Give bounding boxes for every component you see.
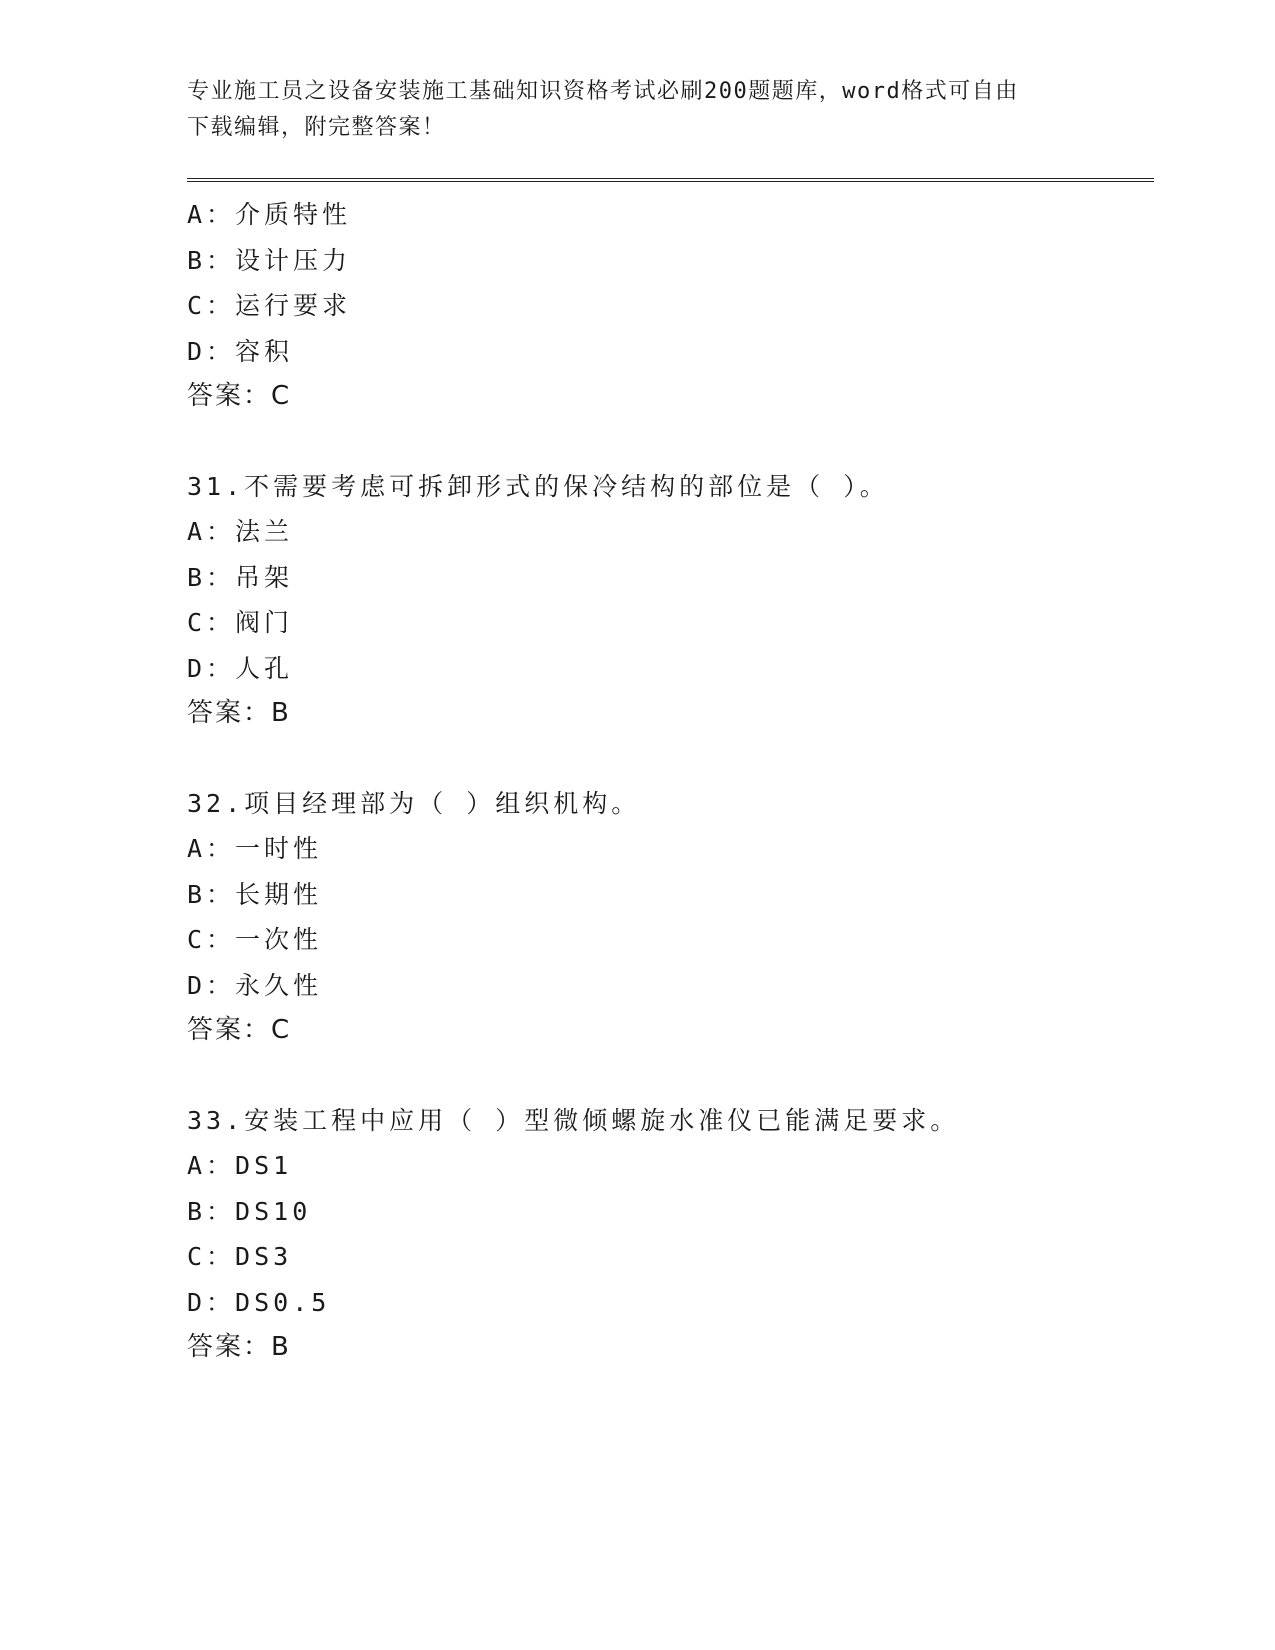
question-text: 33.安装工程中应用（ ）型微倾螺旋水准仪已能满足要求。 <box>187 1105 960 1135</box>
question-33 <box>187 1098 1147 1371</box>
header-title-line-1: 专业施工员之设备安装施工基础知识资格考试必刷200题题库，word格式可自由 <box>187 79 1019 104</box>
option-c: C：阀门 <box>187 608 294 637</box>
answer: 答案：C <box>187 381 292 411</box>
question-32 <box>187 781 1147 1054</box>
question-list <box>187 192 1147 1371</box>
question-31 <box>187 464 1147 737</box>
option-b: B：设计压力 <box>187 245 352 275</box>
option-a: A：介质特性 <box>187 200 352 229</box>
option-b: B：长期性 <box>187 879 323 909</box>
spacer <box>187 1054 1147 1098</box>
header-title-line-2: 下载编辑，附完整答案！ <box>187 115 446 140</box>
document-header <box>187 74 1087 146</box>
option-d: D：容积 <box>187 336 294 366</box>
answer: 答案：C <box>187 1015 292 1045</box>
question-text: 32.项目经理部为（ ）组织机构。 <box>187 788 641 818</box>
option-c: C：运行要求 <box>187 291 352 320</box>
answer: 答案：B <box>187 698 291 728</box>
option-b: B：吊架 <box>187 562 294 592</box>
option-c: C：一次性 <box>187 925 323 954</box>
question-text: 31.不需要考虑可拆卸形式的保冷结构的部位是（ ）。 <box>187 471 889 501</box>
header-divider <box>187 178 1154 182</box>
option-b: B：DS10 <box>187 1196 312 1226</box>
option-c: C：DS3 <box>187 1242 293 1271</box>
spacer <box>187 420 1147 464</box>
option-d: D：DS0.5 <box>187 1287 331 1317</box>
option-d: D：永久性 <box>187 970 323 1000</box>
question-30 <box>187 192 1147 420</box>
option-d: D：人孔 <box>187 653 294 683</box>
option-a: A：一时性 <box>187 834 323 863</box>
option-a: A：DS1 <box>187 1151 293 1180</box>
option-a: A：法兰 <box>187 517 294 546</box>
spacer <box>187 737 1147 781</box>
answer: 答案：B <box>187 1332 291 1362</box>
